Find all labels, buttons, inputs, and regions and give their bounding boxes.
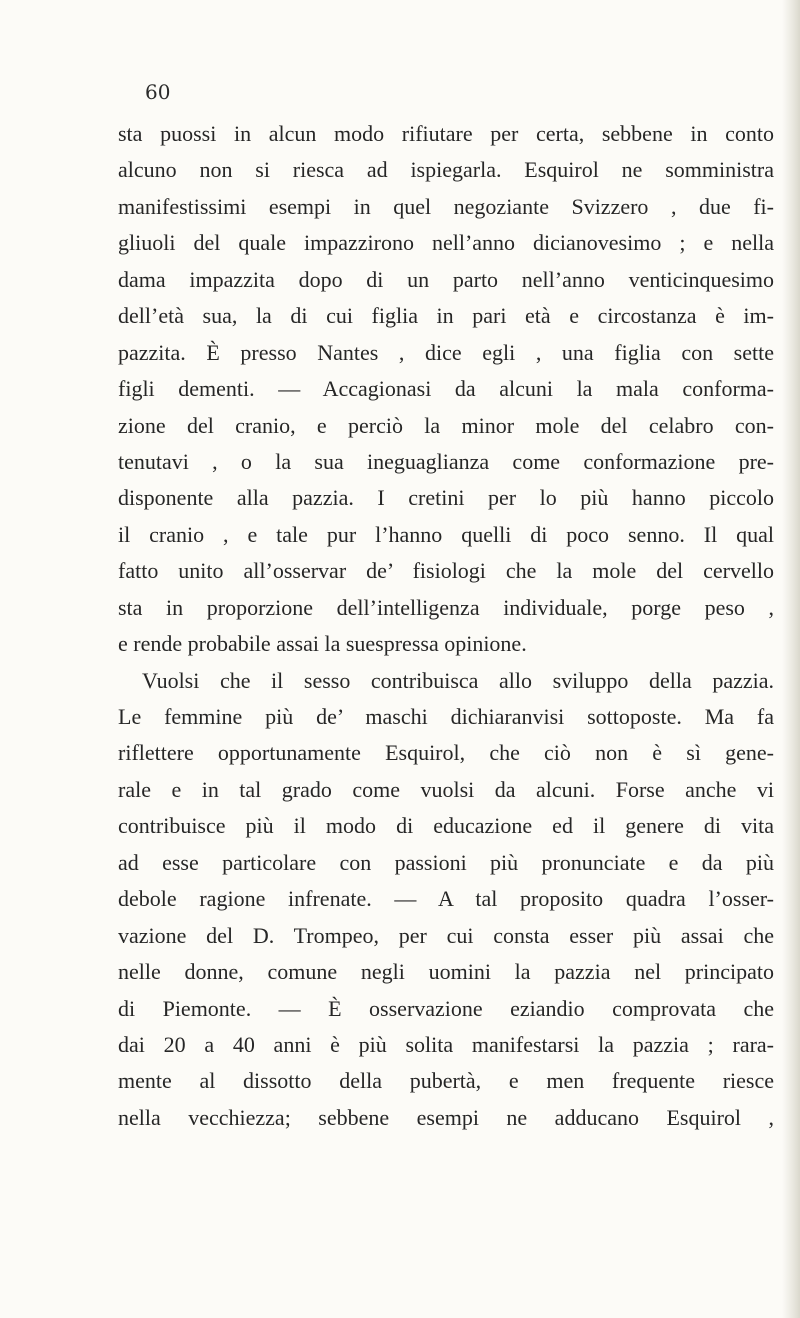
- text-line: gliuoli del quale impazzirono nell’anno dicianovesimo ; e nella: [118, 230, 774, 256]
- text-line: sta in proporzione dell’intelligenza individuale, porge peso ,: [118, 594, 774, 620]
- text-line: contribuisce più il modo di educazione ed il genere di vita: [118, 813, 774, 839]
- text-line: nella vecchiezza; sebbene esempi ne adducano Esquirol ,: [118, 1104, 774, 1130]
- text-line: zione del cranio, e perciò la minor mole del celabro con-: [118, 412, 774, 438]
- text-line: tenutavi , o la sua ineguaglianza come conformazione pre-: [118, 448, 774, 474]
- text-line: sta puossi in alcun modo rifiutare per certa, sebbene in conto: [118, 121, 774, 146]
- text-line: figli dementi. — Accagionasi da alcuni la mala conforma-: [118, 376, 774, 402]
- text-line: vazione del D. Trompeo, per cui consta esser più assai che: [118, 922, 774, 948]
- text-line: dell’età sua, la di cui figlia in pari età e circostanza è im-: [118, 303, 774, 329]
- text-line: e rende probabile assai la suespressa opinione.: [118, 631, 527, 657]
- text-line: disponente alla pazzia. I cretini per lo più hanno piccolo: [118, 485, 774, 511]
- text-line: di Piemonte. — È osservazione eziandio comprovata che: [118, 995, 774, 1021]
- text-line: nelle donne, comune negli uomini la pazzia nel principato: [118, 959, 774, 985]
- text-line: dai 20 a 40 anni è più solita manifestarsi la pazzia ; rara-: [118, 1031, 774, 1057]
- text-line: pazzita. È presso Nantes , dice egli , una figlia con sette: [118, 339, 774, 365]
- text-line: manifestissimi esempi in quel negoziante Svizzero , due fi-: [118, 193, 774, 219]
- text-line: riflettere opportunamente Esquirol, che ciò non è sì gene-: [118, 740, 774, 766]
- body-text: [118, 116, 774, 1136]
- page-edge-shadow: [782, 0, 800, 1318]
- text-line: ad esse particolare con passioni più pronunciate e da più: [118, 849, 774, 875]
- text-line: dama impazzita dopo di un parto nell’anno venticinquesimo: [118, 266, 774, 292]
- page-number: 60: [145, 80, 171, 104]
- text-line: Le femmine più de’ maschi dichiaranvisi sottoposte. Ma fa: [118, 704, 774, 729]
- text-line: rale e in tal grado come vuolsi da alcuni. Forse anche vi: [118, 776, 774, 802]
- text-line: alcuno non si riesca ad ispiegarla. Esquirol ne somministra: [118, 157, 774, 183]
- text-line: il cranio , e tale pur l’hanno quelli di poco senno. Il qual: [118, 521, 774, 547]
- text-line: mente al dissotto della pubertà, e men frequente riesce: [118, 1068, 774, 1094]
- text-line: fatto unito all’osservar de’ fisiologi che la mole del cervello: [118, 558, 774, 584]
- text-line: debole ragione infrenate. — A tal proposito quadra l’osser-: [118, 886, 774, 912]
- text-line: Vuolsi che il sesso contribuisca allo sviluppo della pazzia.: [142, 667, 774, 693]
